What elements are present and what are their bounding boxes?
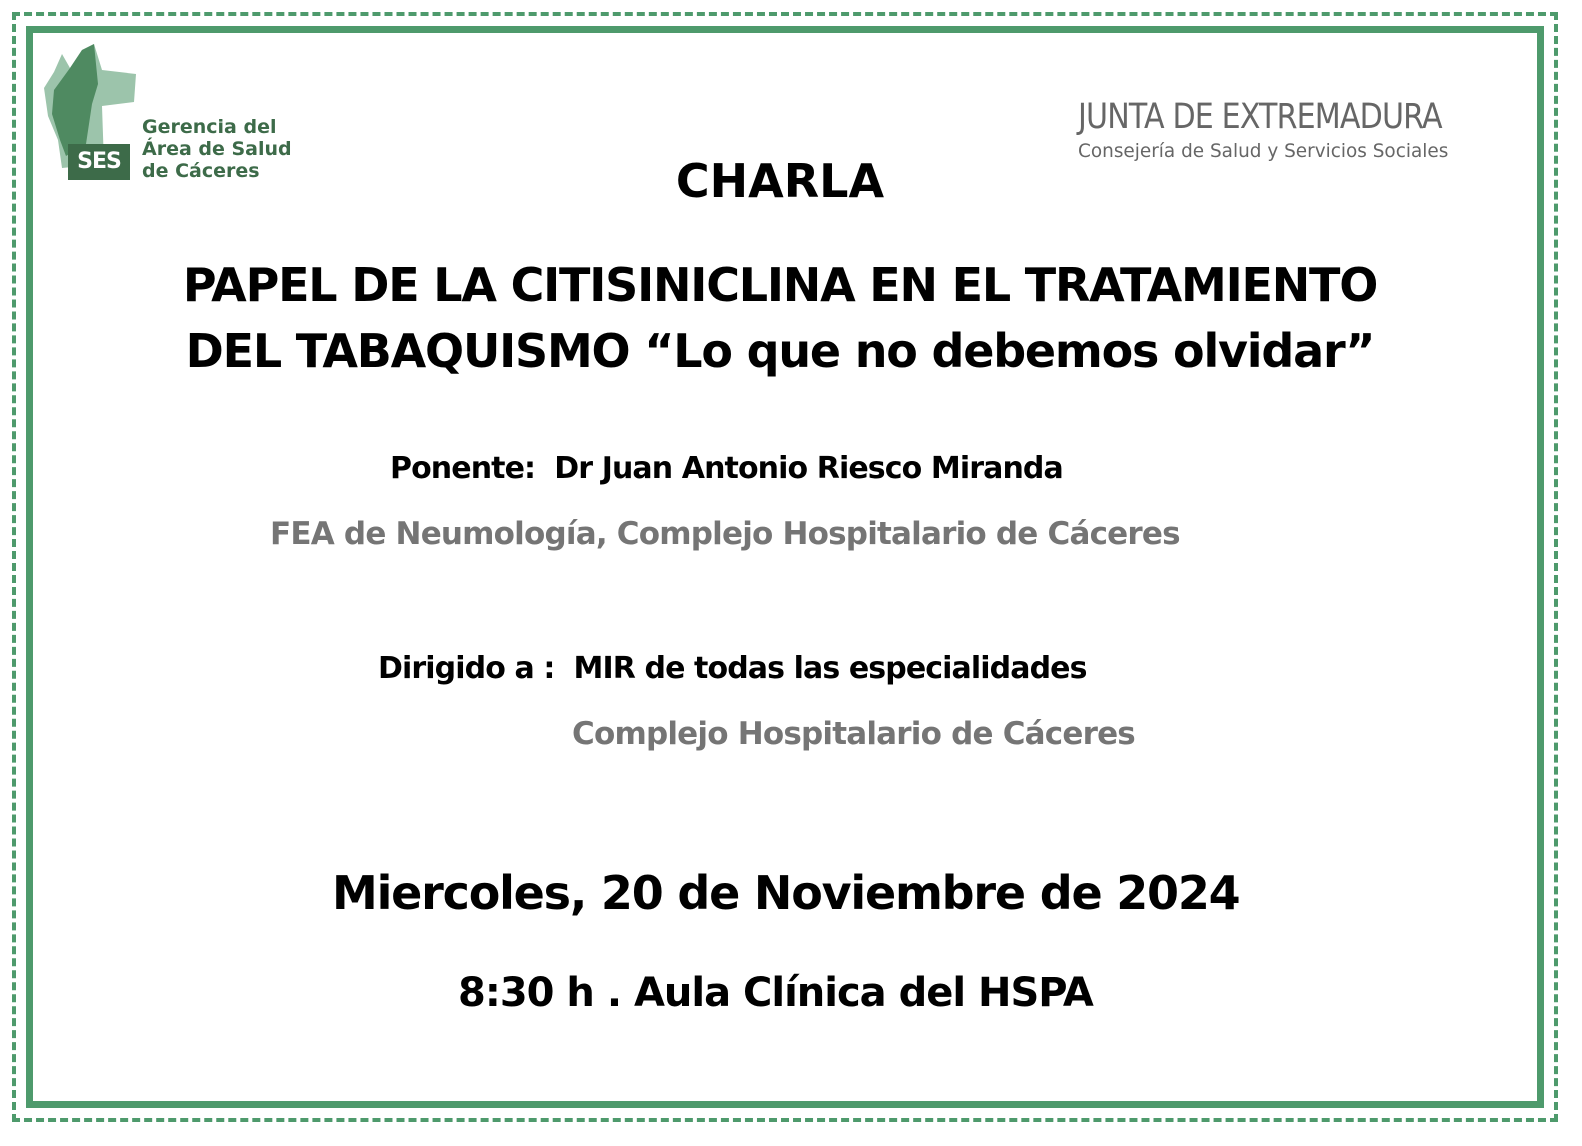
- talk-title-line-1: PAPEL DE LA CITISINICLINA EN EL TRATAMIENTO: [182, 258, 1378, 312]
- audience-label: Dirigido a :: [378, 651, 555, 686]
- ses-line-2: Área de Salud: [142, 138, 292, 160]
- speaker-affiliation: FEA de Neumología, Complejo Hospitalario de Cáceres: [270, 516, 1180, 552]
- junta-subtitle: Consejería de Salud y Servicios Sociales: [1078, 140, 1449, 162]
- audience-line: [378, 651, 1087, 686]
- speaker-name: Dr Juan Antonio Riesco Miranda: [554, 451, 1063, 486]
- ses-line-1: Gerencia del: [142, 116, 277, 138]
- speaker-line: [390, 451, 1063, 486]
- event-date: Miercoles, 20 de Noviembre de 2024: [332, 866, 1240, 920]
- speaker-label: Ponente:: [390, 451, 536, 486]
- event-time-place: 8:30 h . Aula Clínica del HSPA: [458, 970, 1093, 1016]
- talk-title-line-2: DEL TABAQUISMO “Lo que no debemos olvidar”: [185, 324, 1375, 378]
- audience-affiliation: Complejo Hospitalario de Cáceres: [572, 716, 1135, 752]
- event-heading: CHARLA: [675, 154, 885, 208]
- junta-title: JUNTA DE EXTREMADURA: [1078, 97, 1442, 137]
- audience-text: MIR de todas las especialidades: [573, 651, 1087, 686]
- ses-badge-text: SES: [77, 149, 121, 174]
- ses-line-3: de Cáceres: [142, 160, 260, 182]
